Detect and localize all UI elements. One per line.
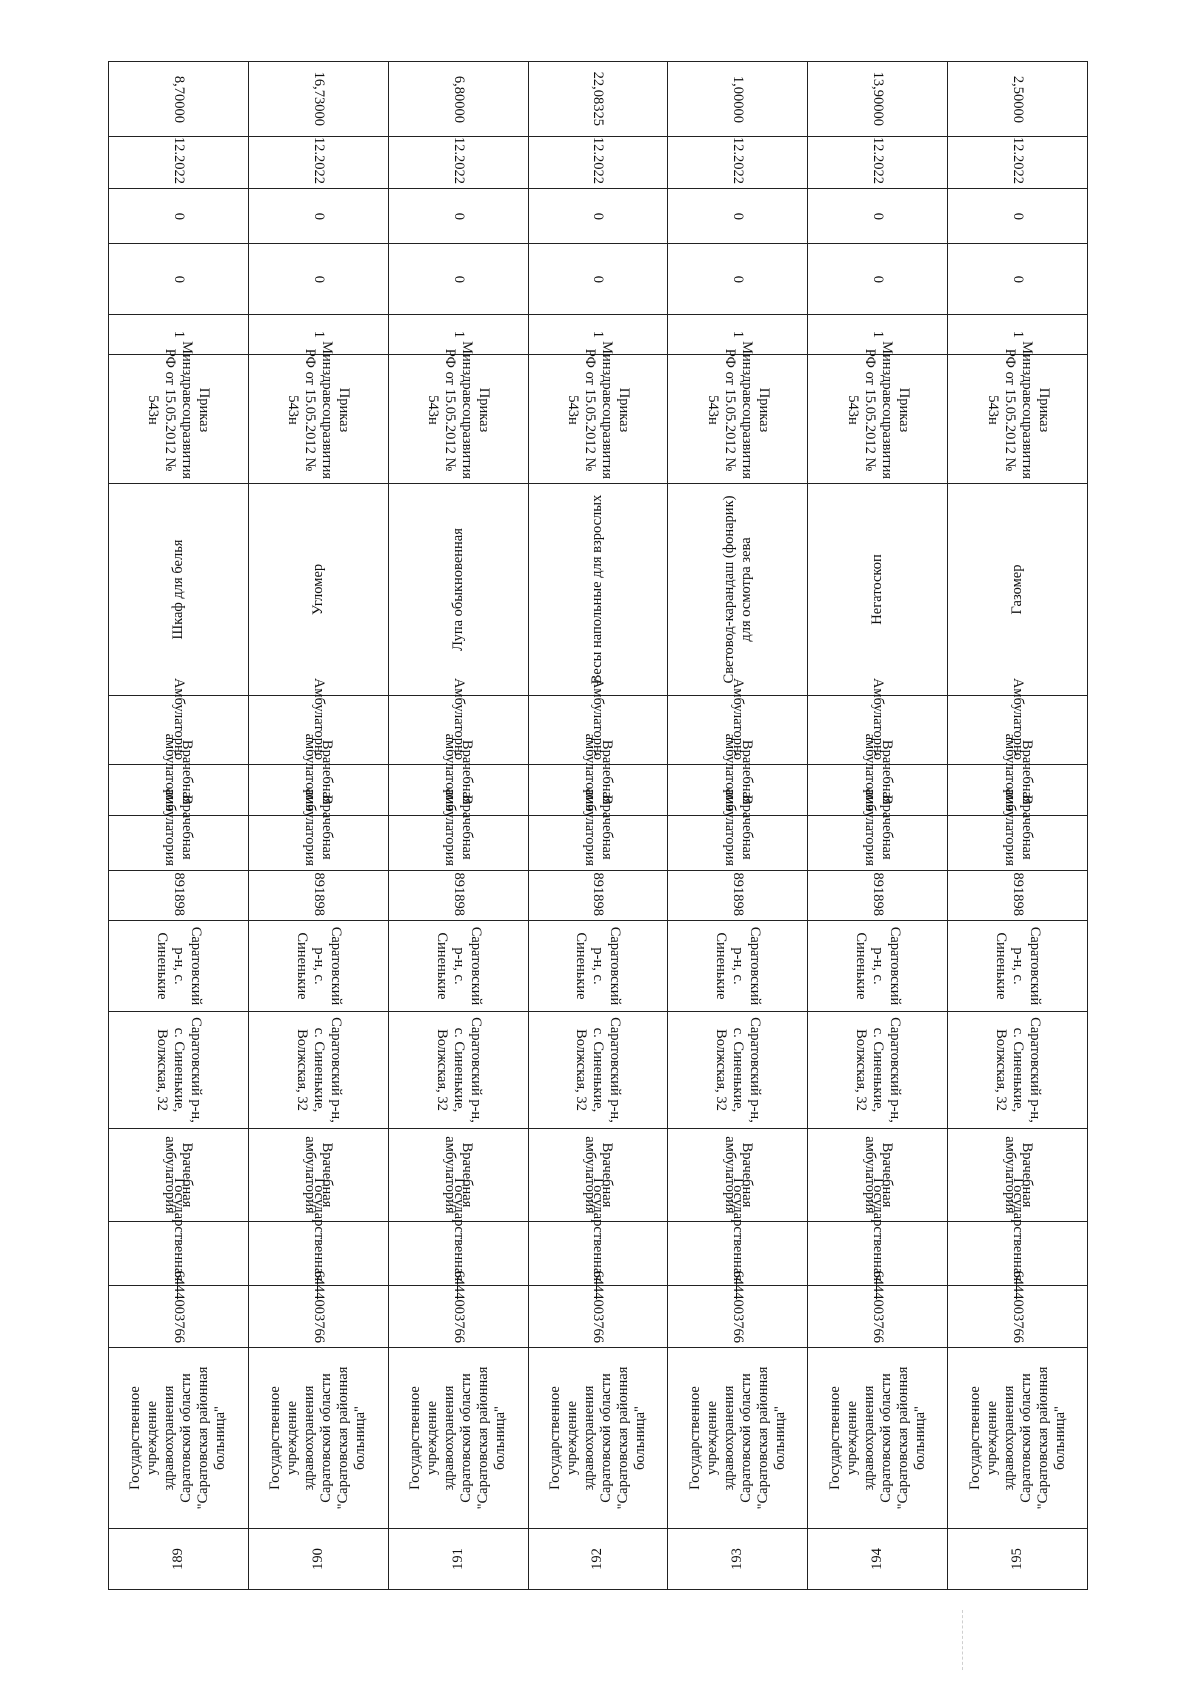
cell-date <box>808 137 948 189</box>
cell-device <box>808 484 948 696</box>
cell-text-price: 2,50000 <box>1010 75 1027 123</box>
cell-num <box>528 1529 668 1590</box>
cell-text-unit: Врачебная амбулатория <box>581 1136 615 1214</box>
cell-org <box>528 1348 668 1529</box>
cell-text-num: 195 <box>1009 1548 1026 1570</box>
cell-order <box>808 341 948 484</box>
cell-subdept <box>808 733 948 816</box>
cell-col-a <box>948 244 1088 315</box>
cell-device <box>248 484 388 696</box>
cell-text-subdept: Врачебная амбулатория <box>721 733 755 811</box>
cell-text-device: Весы напольные для взрослых <box>589 494 606 685</box>
cell-text-ownership: Государственная <box>170 1178 187 1281</box>
cell-text-ownership: Государственная <box>870 1178 887 1281</box>
cell-subdept <box>109 733 249 816</box>
cell-text-dept: Врачебная амбулатория <box>162 788 196 866</box>
cell-text-unit: Врачебная амбулатория <box>721 1136 755 1214</box>
cell-text-inn: 6444003766 <box>730 1270 747 1343</box>
cell-text-col-a: 0 <box>170 275 187 283</box>
cell-text-num: 194 <box>869 1548 886 1570</box>
cell-text-locality: Саратовский р-н, с. Синенькие <box>433 926 484 1006</box>
cell-text-code: 891898 <box>1010 872 1027 916</box>
cell-text-date: 12.2022 <box>730 136 747 184</box>
cell-text-device: Газомер <box>1009 564 1026 615</box>
cell-text-locality: Саратовский р-н, с. Синенькие <box>293 926 344 1006</box>
cell-text-care-type: Амбулаторно <box>590 677 607 760</box>
cell-date <box>668 137 808 189</box>
cell-text-price: 6,80000 <box>450 75 467 123</box>
cell-dept <box>948 788 1088 871</box>
cell-col-b <box>668 189 808 244</box>
cell-text-date: 12.2022 <box>870 136 887 184</box>
cell-code <box>109 871 249 921</box>
cell-price <box>948 62 1088 137</box>
cell-text-ownership: Государственная <box>730 1178 747 1281</box>
cell-inn <box>109 1270 249 1348</box>
cell-text-num: 191 <box>449 1548 466 1570</box>
cell-text-order: Приказ Минздравсоцразвития РФ от 15.05.2012 № 543н <box>145 341 213 480</box>
cell-text-col-b: 0 <box>730 212 747 220</box>
cell-order <box>388 341 528 484</box>
cell-text-ownership: Государственная <box>590 1178 607 1281</box>
cell-address <box>668 1012 808 1129</box>
cell-text-locality: Саратовский р-н, с. Синенькие <box>853 926 904 1006</box>
cell-text-org: Государственное учреждение здравоохранения Саратовской области "Саратовская районная больница" <box>966 1366 1068 1510</box>
cell-ownership <box>248 1178 388 1286</box>
cell-text-qty: 1 <box>1010 330 1027 339</box>
cell-locality <box>109 921 249 1012</box>
cell-address <box>248 1012 388 1129</box>
cell-col-a <box>248 244 388 315</box>
cell-text-care-type: Амбулаторно <box>1010 677 1027 760</box>
cell-date <box>948 137 1088 189</box>
cell-num <box>388 1529 528 1590</box>
cell-org <box>808 1348 948 1529</box>
cell-col-b <box>388 189 528 244</box>
cell-inn <box>668 1270 808 1348</box>
cell-text-ownership: Государственная <box>1010 1178 1027 1281</box>
cell-subdept <box>668 733 808 816</box>
cell-unit <box>109 1129 249 1222</box>
cell-org <box>248 1348 388 1529</box>
cell-text-inn: 6444003766 <box>310 1270 327 1343</box>
cell-text-num: 193 <box>729 1548 746 1570</box>
cell-locality <box>248 921 388 1012</box>
cell-code <box>948 871 1088 921</box>
cell-order <box>109 341 249 484</box>
cell-text-order: Приказ Минздравсоцразвития РФ от 15.05.2012 № 543н <box>704 341 772 480</box>
table-row <box>808 62 948 1590</box>
cell-text-price: 16,73000 <box>310 71 327 127</box>
cell-text-unit: Врачебная амбулатория <box>162 1136 196 1214</box>
cell-text-care-type: Амбулаторно <box>870 677 887 760</box>
cell-device <box>948 484 1088 696</box>
cell-text-col-b: 0 <box>450 212 467 220</box>
cell-text-address: Саратовский р-н, с. Синенькие, Волжская, 32 <box>433 1017 484 1123</box>
cell-text-subdept: Врачебная амбулатория <box>302 733 336 811</box>
cell-price <box>668 62 808 137</box>
cell-text-unit: Врачебная амбулатория <box>302 1136 336 1214</box>
cell-inn <box>248 1270 388 1348</box>
table-row <box>388 62 528 1590</box>
cell-text-col-b: 0 <box>870 212 887 220</box>
cell-num <box>248 1529 388 1590</box>
cell-col-b <box>808 189 948 244</box>
cell-text-code: 891898 <box>170 872 187 916</box>
cell-subdept <box>528 733 668 816</box>
cell-care-type <box>388 677 528 765</box>
cell-num <box>808 1529 948 1590</box>
cell-text-date: 12.2022 <box>590 136 607 184</box>
cell-code <box>808 871 948 921</box>
cell-num <box>948 1529 1088 1590</box>
cell-inn <box>388 1270 528 1348</box>
cell-order <box>668 341 808 484</box>
cell-text-code: 891898 <box>870 872 887 916</box>
cell-care-type <box>109 677 249 765</box>
cell-dept <box>109 788 249 871</box>
cell-address <box>528 1012 668 1129</box>
cell-text-qty: 1 <box>450 330 467 339</box>
cell-text-care-type: Амбулаторно <box>310 677 327 760</box>
cell-dept <box>808 788 948 871</box>
cell-ownership <box>528 1178 668 1286</box>
cell-text-address: Саратовский р-н, с. Синенькие, Волжская, 32 <box>993 1017 1044 1123</box>
cell-text-locality: Саратовский р-н, с. Синенькие <box>153 926 204 1006</box>
cell-text-inn: 6444003766 <box>590 1270 607 1343</box>
cell-text-code: 891898 <box>590 872 607 916</box>
cell-code <box>388 871 528 921</box>
cell-locality <box>528 921 668 1012</box>
cell-text-col-a: 0 <box>730 275 747 283</box>
cell-order <box>948 341 1088 484</box>
cell-text-qty: 1 <box>170 330 187 339</box>
cell-text-num: 192 <box>589 1548 606 1570</box>
cell-text-care-type: Амбулаторно <box>450 677 467 760</box>
cell-text-qty: 1 <box>310 330 327 339</box>
cell-text-locality: Саратовский р-н, с. Синенькие <box>993 926 1044 1006</box>
cell-order <box>248 341 388 484</box>
cell-text-price: 1,00000 <box>730 75 747 123</box>
cell-text-subdept: Врачебная амбулатория <box>442 733 476 811</box>
cell-text-address: Саратовский р-н, с. Синенькие, Волжская, 32 <box>153 1017 204 1123</box>
cell-text-subdept: Врачебная амбулатория <box>1001 733 1035 811</box>
cell-subdept <box>248 733 388 816</box>
cell-text-order: Приказ Минздравсоцразвития РФ от 15.05.2012 № 543н <box>564 341 632 480</box>
cell-dept <box>388 788 528 871</box>
cell-address <box>808 1012 948 1129</box>
cell-locality <box>668 921 808 1012</box>
cell-ownership <box>388 1178 528 1286</box>
cell-text-device: Угломер <box>309 563 326 616</box>
cell-text-device: Негатоскоп <box>869 554 886 625</box>
cell-text-address: Саратовский р-н, с. Синенькие, Волжская, 32 <box>853 1017 904 1123</box>
cell-org <box>109 1348 249 1529</box>
cell-text-qty: 1 <box>870 330 887 339</box>
cell-text-dept: Врачебная амбулатория <box>442 788 476 866</box>
cell-text-inn: 6444003766 <box>870 1270 887 1343</box>
cell-care-type <box>948 677 1088 765</box>
cell-unit <box>528 1129 668 1222</box>
cell-text-col-b: 0 <box>1010 212 1027 220</box>
cell-text-col-a: 0 <box>1010 275 1027 283</box>
cell-ownership <box>948 1178 1088 1286</box>
cell-price <box>388 62 528 137</box>
cell-date <box>528 137 668 189</box>
table-row <box>948 62 1088 1590</box>
cell-price <box>808 62 948 137</box>
cell-dept <box>668 788 808 871</box>
cell-col-b <box>948 189 1088 244</box>
cell-text-code: 891898 <box>450 872 467 916</box>
cell-subdept <box>948 733 1088 816</box>
cell-text-device: Шкаф для белья <box>169 539 186 640</box>
cell-text-org: Государственное учреждение здравоохранения Саратовской области "Саратовская районная больница" <box>407 1366 509 1510</box>
cell-code <box>668 871 808 921</box>
cell-device <box>668 484 808 696</box>
cell-col-b <box>528 189 668 244</box>
cell-date <box>109 137 249 189</box>
cell-locality <box>388 921 528 1012</box>
cell-org <box>948 1348 1088 1529</box>
cell-locality <box>948 921 1088 1012</box>
cell-subdept <box>388 733 528 816</box>
cell-unit <box>388 1129 528 1222</box>
cell-locality <box>808 921 948 1012</box>
cell-price <box>528 62 668 137</box>
cell-text-code: 891898 <box>730 872 747 916</box>
cell-text-order: Приказ Минздравсоцразвития РФ от 15.05.2012 № 543н <box>984 341 1052 480</box>
cell-dept <box>248 788 388 871</box>
cell-text-date: 12.2022 <box>310 136 327 184</box>
cell-text-dept: Врачебная амбулатория <box>581 788 615 866</box>
cell-text-unit: Врачебная амбулатория <box>861 1136 895 1214</box>
cell-text-ownership: Государственная <box>310 1178 327 1281</box>
cell-text-dept: Врачебная амбулатория <box>721 788 755 866</box>
cell-text-subdept: Врачебная амбулатория <box>861 733 895 811</box>
cell-text-col-a: 0 <box>450 275 467 283</box>
cell-text-price: 13,90000 <box>870 71 887 127</box>
cell-address <box>109 1012 249 1129</box>
cell-device <box>109 484 249 696</box>
cell-org <box>388 1348 528 1529</box>
cell-num <box>668 1529 808 1590</box>
cell-date <box>388 137 528 189</box>
cell-col-a <box>528 244 668 315</box>
table-row <box>109 62 249 1590</box>
cell-text-org: Государственное учреждение здравоохранения Саратовской области "Саратовская районная больница" <box>267 1366 369 1510</box>
cell-text-price: 22,08325 <box>590 71 607 127</box>
cell-address <box>948 1012 1088 1129</box>
cell-text-col-b: 0 <box>170 212 187 220</box>
cell-inn <box>948 1270 1088 1348</box>
cell-text-subdept: Врачебная амбулатория <box>581 733 615 811</box>
cell-text-order: Приказ Минздравсоцразвития РФ от 15.05.2012 № 543н <box>844 341 912 480</box>
cell-address <box>388 1012 528 1129</box>
cell-device <box>388 484 528 696</box>
cell-text-unit: Врачебная амбулатория <box>442 1136 476 1214</box>
cell-text-inn: 6444003766 <box>170 1270 187 1343</box>
cell-text-unit: Врачебная амбулатория <box>1001 1136 1035 1214</box>
cell-num <box>109 1529 249 1590</box>
cell-order <box>528 341 668 484</box>
cell-text-org: Государственное учреждение здравоохранения Саратовской области "Саратовская районная больница" <box>826 1366 928 1510</box>
cell-unit <box>248 1129 388 1222</box>
cell-text-dept: Врачебная амбулатория <box>861 788 895 866</box>
cell-inn <box>808 1270 948 1348</box>
cell-care-type <box>528 677 668 765</box>
cell-inn <box>528 1270 668 1348</box>
cell-col-a <box>808 244 948 315</box>
cell-text-col-a: 0 <box>590 275 607 283</box>
cell-code <box>528 871 668 921</box>
cell-code <box>248 871 388 921</box>
cell-care-type <box>668 677 808 765</box>
cell-unit <box>948 1129 1088 1222</box>
cell-col-b <box>109 189 249 244</box>
cell-text-address: Саратовский р-н, с. Синенькие, Волжская, 32 <box>293 1017 344 1123</box>
table-body <box>109 62 1088 1590</box>
cell-text-locality: Саратовский р-н, с. Синенькие <box>713 926 764 1006</box>
cell-text-dept: Врачебная амбулатория <box>302 788 336 866</box>
cell-text-num: 189 <box>169 1548 186 1570</box>
cell-ownership <box>109 1178 249 1286</box>
cell-text-org: Государственное учреждение здравоохранения Саратовской области "Саратовская районная больница" <box>546 1366 648 1510</box>
cell-text-device: Лупа обыкновенная <box>449 528 466 651</box>
cell-text-address: Саратовский р-н, с. Синенькие, Волжская, 32 <box>713 1017 764 1123</box>
cell-text-date: 12.2022 <box>1010 136 1027 184</box>
table-row <box>528 62 668 1590</box>
cell-text-col-b: 0 <box>590 212 607 220</box>
cell-text-col-a: 0 <box>870 275 887 283</box>
cell-text-inn: 6444003766 <box>450 1270 467 1343</box>
cell-price <box>248 62 388 137</box>
rotated-table-wrapper <box>108 62 1088 1590</box>
cell-col-b <box>248 189 388 244</box>
cell-text-col-a: 0 <box>310 275 327 283</box>
cell-ownership <box>668 1178 808 1286</box>
cell-text-date: 12.2022 <box>450 136 467 184</box>
table-row <box>248 62 388 1590</box>
cell-care-type <box>808 677 948 765</box>
cell-text-num: 190 <box>309 1548 326 1570</box>
cell-date <box>248 137 388 189</box>
cell-col-a <box>668 244 808 315</box>
cell-text-qty: 1 <box>730 330 747 339</box>
cell-text-care-type: Амбулаторно <box>170 677 187 760</box>
cell-text-qty: 1 <box>590 330 607 339</box>
cell-org <box>668 1348 808 1529</box>
cell-text-inn: 6444003766 <box>1010 1270 1027 1343</box>
cell-text-col-b: 0 <box>310 212 327 220</box>
cell-text-care-type: Амбулаторно <box>730 677 747 760</box>
cell-text-org: Государственное учреждение здравоохранения Саратовской области "Саратовская районная больница" <box>127 1366 229 1510</box>
cell-text-dept: Врачебная амбулатория <box>1001 788 1035 866</box>
table-row <box>668 62 808 1590</box>
cell-col-a <box>109 244 249 315</box>
cell-text-device: Световод-карандаш (фонарик) для осмотра зева <box>720 495 754 684</box>
cell-col-a <box>388 244 528 315</box>
cell-unit <box>668 1129 808 1222</box>
cell-text-code: 891898 <box>310 872 327 916</box>
cell-device <box>528 484 668 696</box>
equipment-table <box>108 61 1088 1590</box>
cell-unit <box>808 1129 948 1222</box>
scan-edge-right <box>962 1610 964 1670</box>
cell-dept <box>528 788 668 871</box>
cell-care-type <box>248 677 388 765</box>
cell-text-ownership: Государственная <box>450 1178 467 1281</box>
cell-text-date: 12.2022 <box>170 136 187 184</box>
cell-text-address: Саратовский р-н, с. Синенькие, Волжская, 32 <box>573 1017 624 1123</box>
cell-price <box>109 62 249 137</box>
cell-text-locality: Саратовский р-н, с. Синенькие <box>573 926 624 1006</box>
cell-text-org: Государственное учреждение здравоохранения Саратовской области "Саратовская районная больница" <box>686 1366 788 1510</box>
cell-text-subdept: Врачебная амбулатория <box>162 733 196 811</box>
cell-text-order: Приказ Минздравсоцразвития РФ от 15.05.2012 № 543н <box>425 341 493 480</box>
cell-text-order: Приказ Минздравсоцразвития РФ от 15.05.2012 № 543н <box>285 341 353 480</box>
cell-text-price: 8,70000 <box>170 75 187 123</box>
cell-ownership <box>808 1178 948 1286</box>
